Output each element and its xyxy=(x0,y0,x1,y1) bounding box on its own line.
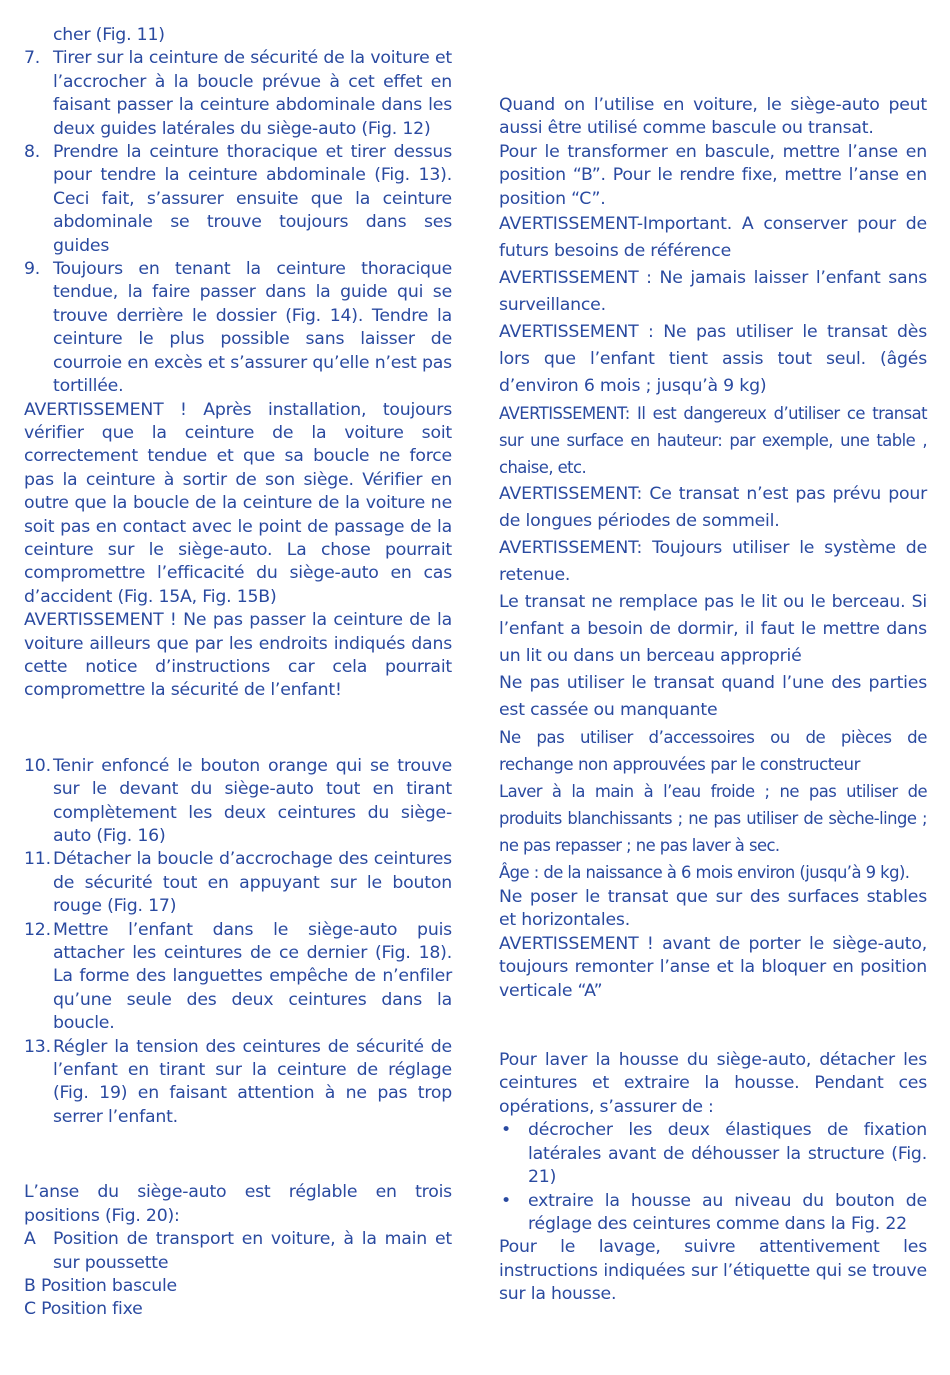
step-13 xyxy=(24,1036,452,1130)
step-text: Régler la tension des ceintures de sécurité de l’enfant en tirant sur la ceinture de réglage (Fig. 19) en faisant attention à ne pas trop serrer l’enfant. xyxy=(53,1036,452,1127)
warning-belt-tension: AVERTISSEMENT ! Après installation, toujours vérifier que la ceinture de la voiture soit correctement tendue et que sa boucle ne force pas la ceinture à sortir de son siège. Vérifier en outre que la boucle de la ceinture de la voiture ne soit pas en contact avec le point de passage de la ceinture sur le siège-auto. La chose pourrait compromettre l’efficacité du siège-auto en cas d’accident (Fig. 15A, Fig. 15B) xyxy=(24,399,452,607)
warning-supervision: AVERTISSEMENT : Ne jamais laisser l’enfant sans surveillance. xyxy=(499,268,927,316)
step-number: 9. xyxy=(24,259,41,280)
step-11 xyxy=(24,848,452,918)
rocker-transform: Pour le transformer en bascule, mettre l’anse en position “B”. Pour le rendre fixe, mettre l’anse en position “C”. xyxy=(499,141,927,209)
bed-note: Le transat ne remplace pas le lit ou le berceau. Si l’enfant a besoin de dormir, il faut le mettre dans un lit ou dans un berceau approprié xyxy=(499,592,927,667)
position-letter: A xyxy=(24,1229,36,1250)
handle-intro: L’anse du siège-auto est réglable en trois positions (Fig. 20): xyxy=(24,1182,452,1226)
warning-sleep: AVERTISSEMENT: Ce transat n’est pas prévu pour de longues périodes de sommeil. xyxy=(499,484,927,532)
step-9 xyxy=(24,258,452,398)
wash-note: Laver à la main à l’eau froide ; ne pas utiliser de produits blanchissants ; ne pas utiliser de sèche-linge ; ne pas repasser ; ne pas laver à sec. xyxy=(499,782,927,856)
step-text: Prendre la ceinture thoracique et tirer dessus pour tendre la ceinture abdominale (Fig. 13). Ceci fait, s’assurer ensuite que la ceinture abdominale se trouve toujours dans ses guides xyxy=(53,142,452,256)
bullet-item xyxy=(499,1119,927,1189)
age-note: Âge : de la naissance à 6 mois environ (jusqu’à 9 kg). xyxy=(499,863,910,883)
cover-intro: Pour laver la housse du siège-auto, détacher les ceintures et extraire la housse. Pendant ces opérations, s’assurer de : xyxy=(499,1050,927,1117)
warning-carry: AVERTISSEMENT ! avant de porter le siège-auto, toujours remonter l’anse et la bloquer en position verticale “A” xyxy=(499,933,927,1001)
step-continuation: cher (Fig. 11) xyxy=(53,25,165,45)
step-text: Mettre l’enfant dans le siège-auto puis attacher les ceintures de ce dernier (Fig. 18). La forme des languettes empêche de n’enfiler qu’une seule des deux ceintures dans la boucle. xyxy=(53,919,452,1034)
step-7 xyxy=(24,47,452,141)
step-text: Toujours en tenant la ceinture thoracique tendue, la faire passer dans la guide qui se trouve derrière le dossier (Fig. 14). Tendre la ceinture le plus possible sans laisser de courroie en excès et s’assurer qu’elle n’est pas tortillée. xyxy=(53,259,452,397)
position-text: Position fixe xyxy=(41,1299,143,1320)
warning-sitting: AVERTISSEMENT : Ne pas utiliser le transat dès lors que l’enfant tient assis tout seul. (âgés d’environ 6 mois ; jusqu’à 9 kg) xyxy=(499,322,927,397)
step-number: 8. xyxy=(24,142,41,163)
warning-height: AVERTISSEMENT: Il est dangereux d’utiliser ce transat sur une surface en hauteur: par exemple, une table , chaise, etc. xyxy=(499,404,927,478)
position-letter: C xyxy=(24,1299,36,1320)
step-text: Tirer sur la ceinture de sécurité de la voiture et l’accrocher à la boucle prévue à cet effet en faisant passer la ceinture abdominale dans les deux guides latérales du siège-auto (Fig. 12) xyxy=(53,48,452,139)
warning-belt-routing: AVERTISSEMENT ! Ne pas passer la ceinture de la voiture ailleurs que par les endroits indiqués dans cette notice d’instructions car cela pourrait compromettre la sécurité de l’enfant! xyxy=(24,610,452,701)
accessories-note: Ne pas utiliser d’accessoires ou de pièces de rechange non approuvées par le constructeur xyxy=(499,728,927,775)
bullet-text: extraire la housse au niveau du bouton de réglage des ceintures comme dans la Fig. 22 xyxy=(528,1190,927,1234)
position-b xyxy=(24,1275,452,1298)
position-text: Position de transport en voiture, à la main et sur poussette xyxy=(53,1229,452,1273)
step-number: 10. xyxy=(24,755,51,776)
bullet-glyph: • xyxy=(501,1120,511,1141)
step-12 xyxy=(24,919,452,1036)
step-text: Détacher la boucle d’accrochage des ceintures de sécurité tout en appuyant sur le bouton rouge (Fig. 17) xyxy=(53,849,452,917)
step-text: Tenir enfoncé le bouton orange qui se trouve sur le devant du siège-auto tout en tirant complètement les deux ceintures du siège-auto (Fig. 16) xyxy=(53,755,452,846)
bullet-item xyxy=(499,1190,927,1237)
bullet-glyph: • xyxy=(501,1190,511,1211)
left-column xyxy=(24,24,452,1322)
step-10 xyxy=(24,755,452,849)
washing-instructions: Pour le lavage, suivre attentivement les instructions indiquées sur l’étiquette qui se trouve sur la housse. xyxy=(499,1237,927,1305)
position-c xyxy=(24,1298,452,1321)
surfaces-note: Ne poser le transat que sur des surfaces stables et horizontales. xyxy=(499,887,927,931)
position-letter: B xyxy=(24,1275,36,1296)
position-text: Position bascule xyxy=(40,1275,177,1296)
warning-restraint: AVERTISSEMENT: Toujours utiliser le système de retenue. xyxy=(499,538,927,586)
warning-important: AVERTISSEMENT-Important. A conserver pour de futurs besoins de référence xyxy=(499,214,927,262)
step-number: 11. xyxy=(24,849,51,870)
step-number: 7. xyxy=(24,48,41,69)
rocker-intro: Quand on l’utilise en voiture, le siège-auto peut aussi être utilisé comme bascule ou transat. xyxy=(499,95,927,139)
position-a xyxy=(24,1228,452,1275)
step-8 xyxy=(24,141,452,258)
step-number: 13. xyxy=(24,1036,51,1057)
bullet-text: décrocher les deux élastiques de fixation latérales avant de déhousser la structure (Fig. 21) xyxy=(528,1120,927,1188)
step-number: 12. xyxy=(24,919,51,940)
broken-parts-note: Ne pas utiliser le transat quand l’une des parties est cassée ou manquante xyxy=(499,673,927,721)
right-column xyxy=(499,94,927,1307)
